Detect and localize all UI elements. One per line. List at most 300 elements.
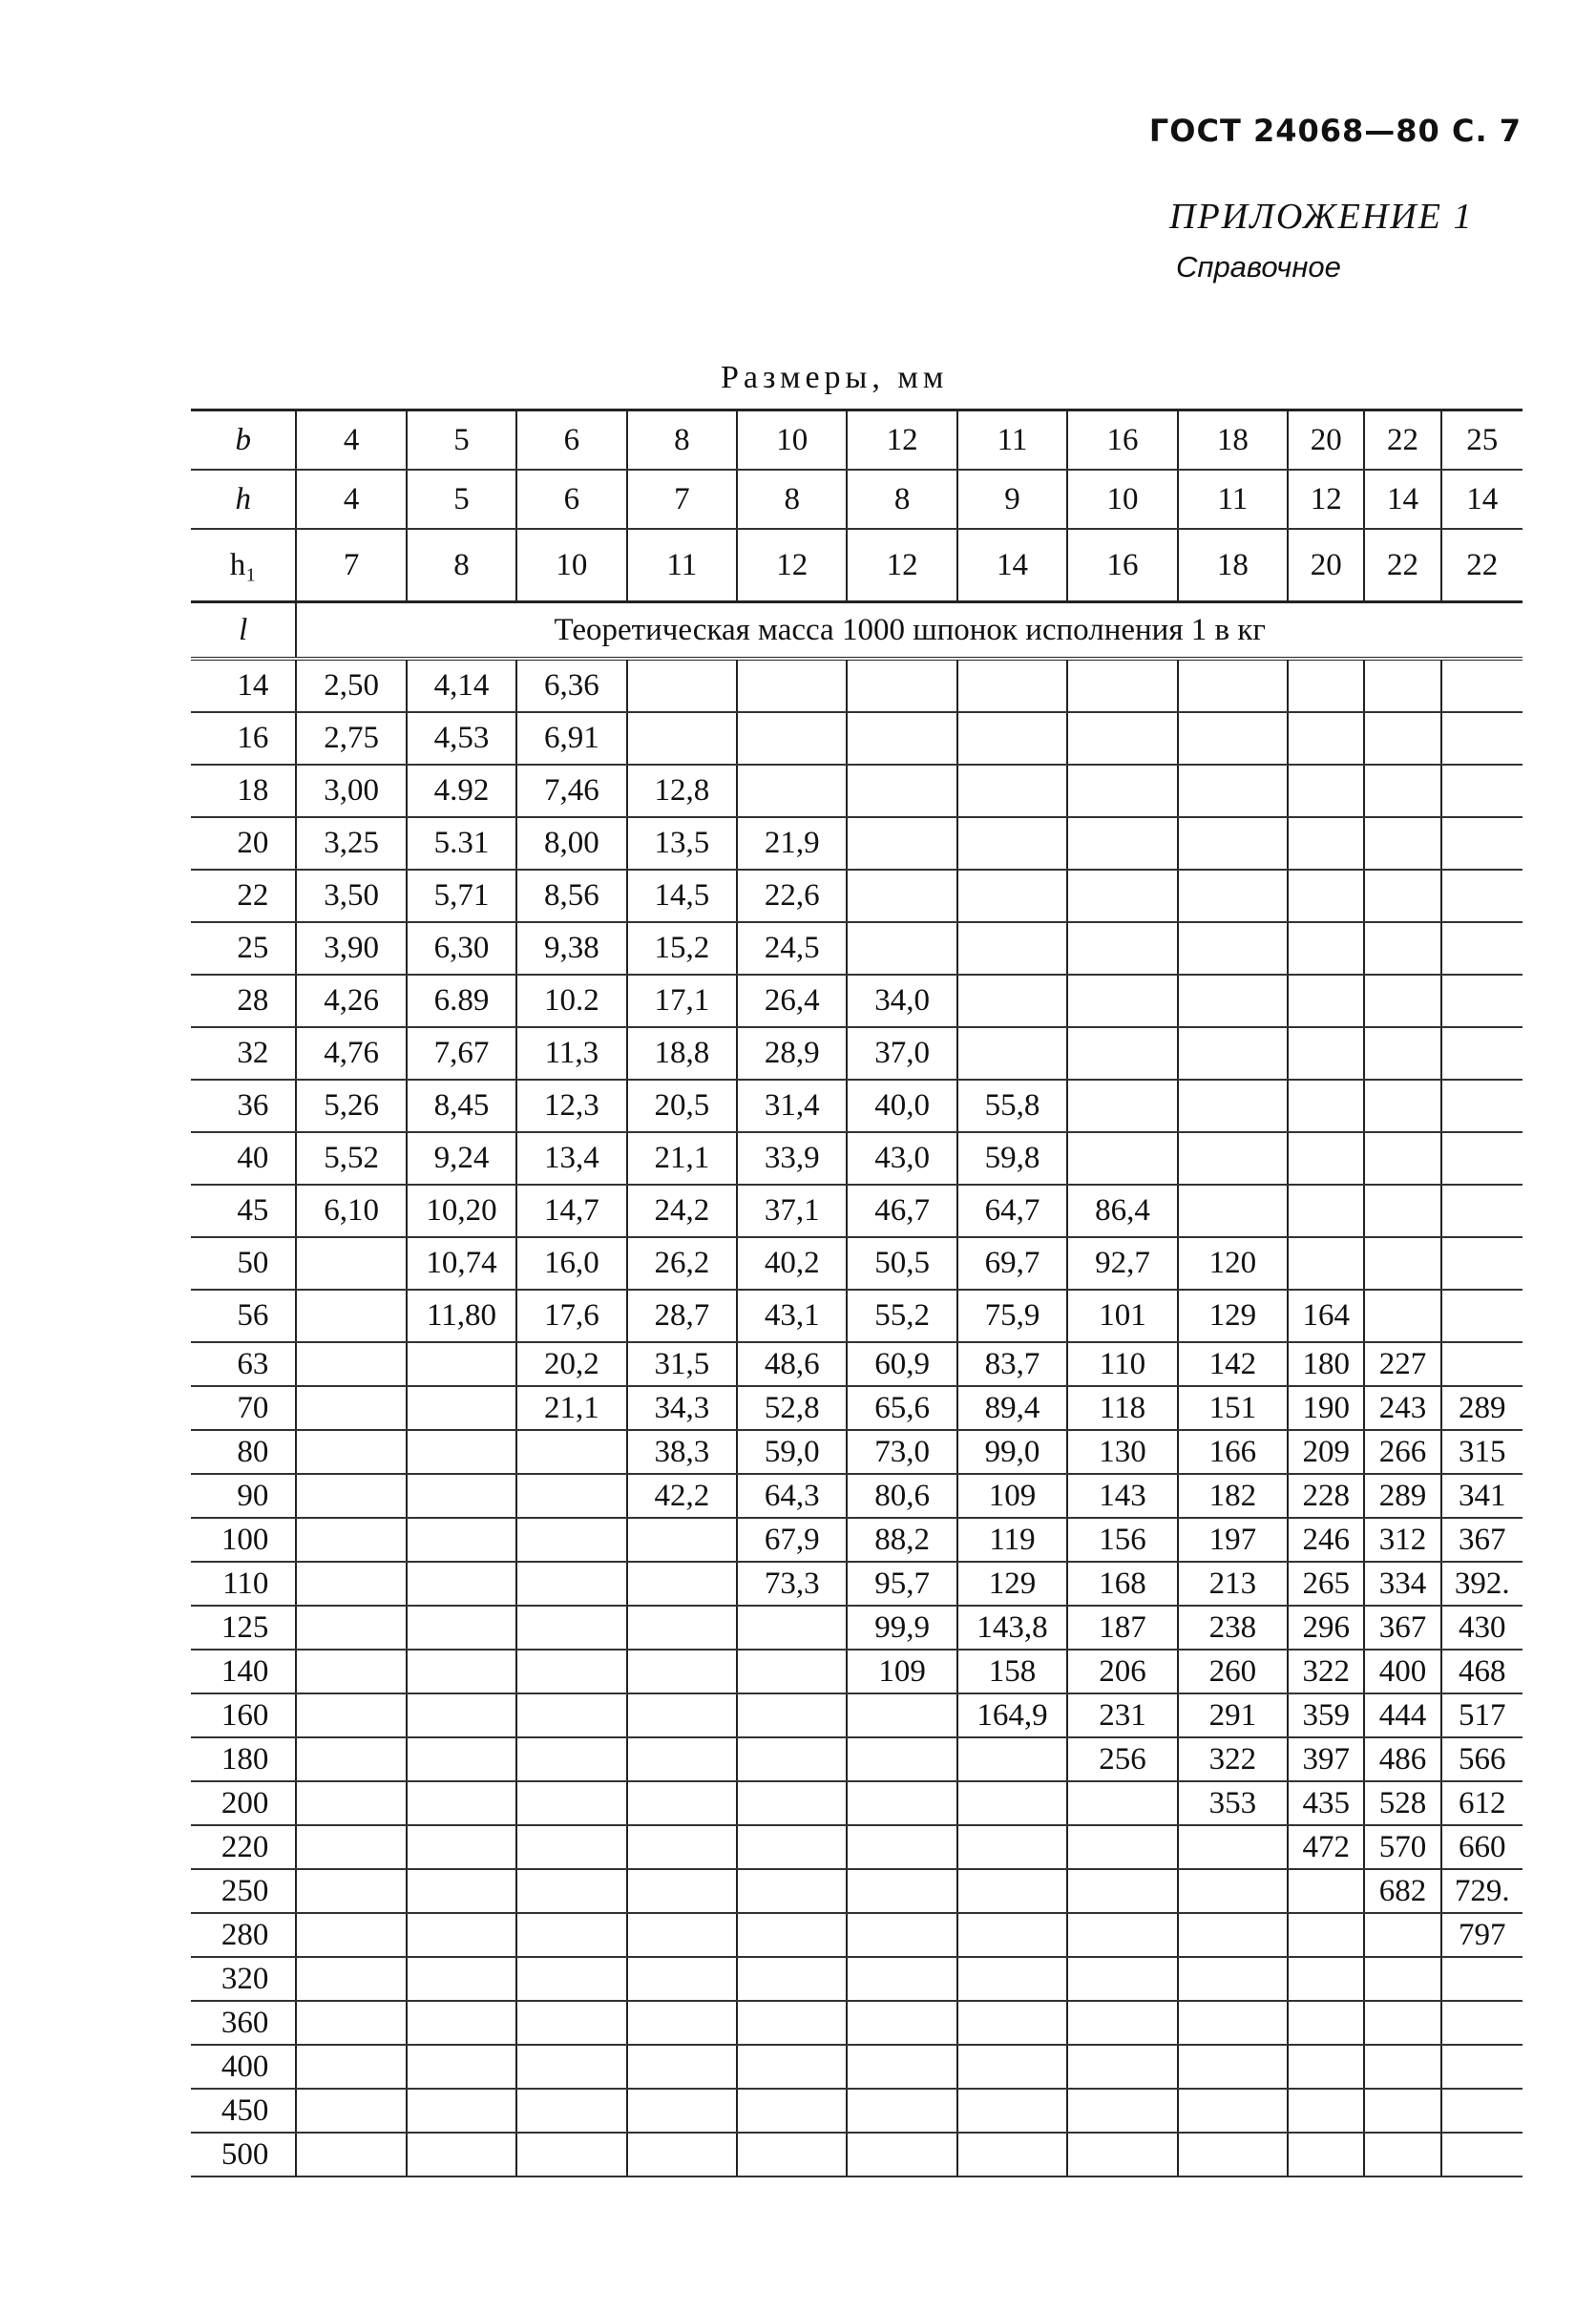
mass-value [847, 765, 956, 817]
table-row [191, 2133, 1522, 2176]
mass-value: 444 [1364, 1693, 1440, 1737]
mass-value: 46,7 [847, 1185, 956, 1237]
mass-value: 48,6 [737, 1342, 847, 1386]
mass-value: 17,6 [516, 1290, 626, 1342]
mass-value [1067, 2133, 1177, 2176]
mass-value [847, 1737, 956, 1781]
mass-value: 6.89 [407, 975, 516, 1027]
mass-value [516, 1606, 626, 1650]
mass-value: 11,3 [516, 1027, 626, 1080]
mass-value [847, 1781, 956, 1825]
length-value: 36 [191, 1080, 296, 1132]
mass-value [296, 1430, 406, 1474]
mass-value: 26,2 [627, 1237, 737, 1290]
mass-value [1178, 712, 1288, 765]
table-row [191, 870, 1522, 922]
mass-value [737, 712, 847, 765]
mass-value [1364, 1957, 1440, 2001]
mass-value [296, 2001, 406, 2045]
table-row [191, 1562, 1522, 1606]
mass-value [1178, 1957, 1288, 2001]
mass-value: 37,1 [737, 1185, 847, 1237]
mass-value: 14,7 [516, 1185, 626, 1237]
b-value: 8 [627, 410, 737, 471]
mass-value: 73,0 [847, 1430, 956, 1474]
mass-value [957, 765, 1067, 817]
mass-value [516, 1869, 626, 1913]
mass-value: 118 [1067, 1386, 1177, 1430]
mass-value [1288, 870, 1364, 922]
mass-value: 256 [1067, 1737, 1177, 1781]
mass-value: 89,4 [957, 1386, 1067, 1430]
mass-value [1364, 2045, 1440, 2089]
mass-value: 22,6 [737, 870, 847, 922]
mass-value: 16,0 [516, 1237, 626, 1290]
mass-value [1178, 2089, 1288, 2133]
h1-value: 16 [1067, 529, 1177, 602]
b-value: 6 [516, 410, 626, 471]
mass-value: 3,50 [296, 870, 406, 922]
b-value: 12 [847, 410, 956, 471]
mass-value [1441, 975, 1522, 1027]
mass-value [627, 1650, 737, 1693]
length-value: 16 [191, 712, 296, 765]
mass-value [516, 1518, 626, 1562]
mass-value: 10,74 [407, 1237, 516, 1290]
mass-value: 80,6 [847, 1474, 956, 1518]
mass-value: 8,56 [516, 870, 626, 922]
mass-value: 570 [1364, 1825, 1440, 1869]
mass-value [627, 1825, 737, 1869]
mass-value: 12,3 [516, 1080, 626, 1132]
appendix-subtitle: Справочное [1176, 250, 1341, 284]
table-row [191, 1825, 1522, 1869]
mass-value [1441, 1132, 1522, 1185]
mass-value [957, 870, 1067, 922]
mass-value [627, 1913, 737, 1957]
mass-value: 55,2 [847, 1290, 956, 1342]
mass-value [407, 1474, 516, 1518]
mass-value [1067, 2089, 1177, 2133]
length-value: 90 [191, 1474, 296, 1518]
mass-value: 400 [1364, 1650, 1440, 1693]
mass-value [1364, 1132, 1440, 1185]
mass-value [1067, 659, 1177, 712]
mass-value [1288, 2133, 1364, 2176]
mass-value: 143,8 [957, 1606, 1067, 1650]
mass-value: 7,67 [407, 1027, 516, 1080]
mass-value [1288, 2045, 1364, 2089]
mass-value [407, 1606, 516, 1650]
mass-value [1288, 2089, 1364, 2133]
h-value: 8 [847, 470, 956, 529]
mass-value [737, 1693, 847, 1737]
h1-value: 10 [516, 529, 626, 602]
table-row [191, 765, 1522, 817]
mass-value [1364, 712, 1440, 765]
mass-value: 60,9 [847, 1342, 956, 1386]
mass-value [1441, 2001, 1522, 2045]
mass-value: 243 [1364, 1386, 1440, 1430]
mass-caption: Теоретическая масса 1000 шпонок исполнения 1 в кг [296, 602, 1522, 660]
mass-value [296, 1825, 406, 1869]
mass-value: 73,3 [737, 1562, 847, 1606]
mass-value [957, 2133, 1067, 2176]
mass-value: 612 [1441, 1781, 1522, 1825]
mass-value [1178, 2001, 1288, 2045]
mass-value: 227 [1364, 1342, 1440, 1386]
mass-value: 8,45 [407, 1080, 516, 1132]
mass-value [847, 1913, 956, 1957]
mass-value [296, 1386, 406, 1430]
header-label-h1: h₁ [191, 529, 296, 602]
mass-value: 5,26 [296, 1080, 406, 1132]
mass-value [1178, 765, 1288, 817]
mass-value: 164,9 [957, 1693, 1067, 1737]
h-value: 5 [407, 470, 516, 529]
mass-value [516, 1650, 626, 1693]
mass-value [407, 1650, 516, 1693]
mass-value [627, 2089, 737, 2133]
mass-value: 6,10 [296, 1185, 406, 1237]
mass-value: 392. [1441, 1562, 1522, 1606]
mass-value [407, 2045, 516, 2089]
mass-value: 120 [1178, 1237, 1288, 1290]
mass-value: 367 [1441, 1518, 1522, 1562]
table-row [191, 2045, 1522, 2089]
mass-value [1178, 817, 1288, 870]
mass-value: 9,38 [516, 922, 626, 975]
mass-value: 4,14 [407, 659, 516, 712]
mass-value: 110 [1067, 1342, 1177, 1386]
mass-value [627, 2001, 737, 2045]
mass-value [1288, 922, 1364, 975]
mass-value: 17,1 [627, 975, 737, 1027]
mass-value [1178, 922, 1288, 975]
mass-value: 9,24 [407, 1132, 516, 1185]
table-row [191, 975, 1522, 1027]
mass-value: 430 [1441, 1606, 1522, 1650]
mass-value [1178, 1913, 1288, 1957]
mass-value [1364, 1237, 1440, 1290]
length-value: 20 [191, 817, 296, 870]
b-value: 5 [407, 410, 516, 471]
mass-value [1178, 1185, 1288, 1237]
mass-value [296, 1518, 406, 1562]
mass-value: 24,5 [737, 922, 847, 975]
mass-value [1067, 870, 1177, 922]
mass-value: 729. [1441, 1869, 1522, 1913]
h1-value: 8 [407, 529, 516, 602]
mass-value: 31,5 [627, 1342, 737, 1386]
mass-value [1441, 922, 1522, 975]
table-row [191, 1080, 1522, 1132]
mass-value [1441, 1957, 1522, 2001]
mass-value [847, 922, 956, 975]
mass-value: 13,5 [627, 817, 737, 870]
mass-value: 182 [1178, 1474, 1288, 1518]
length-value: 360 [191, 2001, 296, 2045]
mass-value [1178, 1869, 1288, 1913]
mass-value [1178, 659, 1288, 712]
mass-value: 99,0 [957, 1430, 1067, 1474]
mass-value: 65,6 [847, 1386, 956, 1430]
mass-value: 55,8 [957, 1080, 1067, 1132]
mass-value [1178, 870, 1288, 922]
mass-value [1288, 1080, 1364, 1132]
mass-value: 4,26 [296, 975, 406, 1027]
mass-value: 15,2 [627, 922, 737, 975]
mass-value [737, 1781, 847, 1825]
mass-value: 31,4 [737, 1080, 847, 1132]
h-value: 7 [627, 470, 737, 529]
table-row [191, 1737, 1522, 1781]
mass-value [627, 712, 737, 765]
mass-value [516, 1430, 626, 1474]
mass-value [296, 1237, 406, 1290]
mass-value [296, 1562, 406, 1606]
mass-value [1067, 1825, 1177, 1869]
mass-value: 40,2 [737, 1237, 847, 1290]
table-row [191, 1185, 1522, 1237]
dimensions-table-wrap [191, 409, 1522, 2177]
mass-value [1364, 1080, 1440, 1132]
mass-value [407, 1562, 516, 1606]
mass-value: 26,4 [737, 975, 847, 1027]
mass-value: 164 [1288, 1290, 1364, 1342]
mass-value: 187 [1067, 1606, 1177, 1650]
length-value: 32 [191, 1027, 296, 1080]
mass-value [737, 1869, 847, 1913]
mass-value [516, 2045, 626, 2089]
header-label-l: l [191, 602, 296, 660]
mass-value: 67,9 [737, 1518, 847, 1562]
h-value: 6 [516, 470, 626, 529]
table-row [191, 1693, 1522, 1737]
mass-value [516, 1693, 626, 1737]
length-value: 56 [191, 1290, 296, 1342]
mass-value [1288, 1185, 1364, 1237]
mass-value: 213 [1178, 1562, 1288, 1606]
length-value: 320 [191, 1957, 296, 2001]
mass-value: 20,5 [627, 1080, 737, 1132]
mass-value [407, 1825, 516, 1869]
mass-value: 10,20 [407, 1185, 516, 1237]
mass-value [957, 2089, 1067, 2133]
mass-value: 75,9 [957, 1290, 1067, 1342]
mass-value [407, 1342, 516, 1386]
h1-value: 22 [1364, 529, 1440, 602]
mass-value [1067, 1080, 1177, 1132]
mass-value [1067, 975, 1177, 1027]
mass-value [296, 1342, 406, 1386]
length-value: 45 [191, 1185, 296, 1237]
mass-value [1364, 2089, 1440, 2133]
mass-value [1288, 1913, 1364, 1957]
mass-value [1441, 765, 1522, 817]
mass-value [957, 1869, 1067, 1913]
mass-value [737, 659, 847, 712]
mass-value [1067, 2001, 1177, 2045]
mass-value: 38,3 [627, 1430, 737, 1474]
mass-value: 7,46 [516, 765, 626, 817]
mass-value [1364, 2001, 1440, 2045]
length-value: 200 [191, 1781, 296, 1825]
h1-value: 22 [1441, 529, 1522, 602]
length-value: 140 [191, 1650, 296, 1693]
dimensions-table [191, 409, 1522, 2177]
mass-value [957, 922, 1067, 975]
mass-value [627, 1693, 737, 1737]
mass-value [737, 2045, 847, 2089]
mass-value [296, 1781, 406, 1825]
mass-value [407, 1869, 516, 1913]
mass-value: 43,1 [737, 1290, 847, 1342]
mass-value: 2,50 [296, 659, 406, 712]
mass-value [296, 1606, 406, 1650]
mass-value: 266 [1364, 1430, 1440, 1474]
mass-value [1067, 1781, 1177, 1825]
mass-value: 21,9 [737, 817, 847, 870]
length-value: 18 [191, 765, 296, 817]
mass-value [847, 1957, 956, 2001]
mass-value [1067, 1027, 1177, 1080]
mass-value: 151 [1178, 1386, 1288, 1430]
b-value: 16 [1067, 410, 1177, 471]
mass-value: 156 [1067, 1518, 1177, 1562]
mass-value [957, 659, 1067, 712]
mass-value: 312 [1364, 1518, 1440, 1562]
mass-value [1288, 1237, 1364, 1290]
mass-value [1364, 817, 1440, 870]
length-value: 25 [191, 922, 296, 975]
mass-value [737, 1606, 847, 1650]
mass-value [516, 2089, 626, 2133]
length-value: 400 [191, 2045, 296, 2089]
length-value: 220 [191, 1825, 296, 1869]
mass-value [627, 2045, 737, 2089]
mass-value: 289 [1441, 1386, 1522, 1430]
table-row [191, 1957, 1522, 2001]
mass-value: 18,8 [627, 1027, 737, 1080]
length-value: 110 [191, 1562, 296, 1606]
mass-value: 64,7 [957, 1185, 1067, 1237]
h-value: 8 [737, 470, 847, 529]
mass-value [296, 1290, 406, 1342]
table-row [191, 922, 1522, 975]
mass-value: 5,71 [407, 870, 516, 922]
mass-value: 24,2 [627, 1185, 737, 1237]
table-row [191, 1518, 1522, 1562]
mass-value [957, 1027, 1067, 1080]
mass-value [296, 2089, 406, 2133]
mass-value [1067, 1957, 1177, 2001]
mass-value [1441, 1027, 1522, 1080]
mass-value [627, 1869, 737, 1913]
mass-value [407, 1430, 516, 1474]
mass-value: 34,0 [847, 975, 956, 1027]
table-row [191, 659, 1522, 712]
mass-value [1441, 1342, 1522, 1386]
mass-value: 517 [1441, 1693, 1522, 1737]
b-value: 18 [1178, 410, 1288, 471]
mass-value [516, 1781, 626, 1825]
b-value: 11 [957, 410, 1067, 471]
mass-value [407, 1957, 516, 2001]
length-value: 50 [191, 1237, 296, 1290]
mass-value: 109 [957, 1474, 1067, 1518]
h-value: 14 [1441, 470, 1522, 529]
mass-value [737, 2089, 847, 2133]
mass-value: 660 [1441, 1825, 1522, 1869]
mass-value: 52,8 [737, 1386, 847, 1430]
mass-value: 50,5 [847, 1237, 956, 1290]
length-value: 180 [191, 1737, 296, 1781]
mass-value [1441, 712, 1522, 765]
mass-value [407, 2089, 516, 2133]
table-row [191, 712, 1522, 765]
mass-value: 40,0 [847, 1080, 956, 1132]
mass-value: 109 [847, 1650, 956, 1693]
mass-value [1364, 870, 1440, 922]
row-h [191, 470, 1522, 529]
mass-value: 88,2 [847, 1518, 956, 1562]
mass-value [1288, 765, 1364, 817]
mass-value: 209 [1288, 1430, 1364, 1474]
h-value: 11 [1178, 470, 1288, 529]
mass-value: 4.92 [407, 765, 516, 817]
mass-value: 472 [1288, 1825, 1364, 1869]
mass-value [1288, 659, 1364, 712]
mass-value [1288, 2001, 1364, 2045]
mass-value: 5,52 [296, 1132, 406, 1185]
row-h1 [191, 529, 1522, 602]
mass-value [1288, 1027, 1364, 1080]
length-value: 80 [191, 1430, 296, 1474]
length-value: 70 [191, 1386, 296, 1430]
mass-value: 197 [1178, 1518, 1288, 1562]
mass-value: 566 [1441, 1737, 1522, 1781]
mass-value: 528 [1364, 1781, 1440, 1825]
mass-value [847, 1869, 956, 1913]
mass-value [957, 1957, 1067, 2001]
mass-value [847, 2089, 956, 2133]
mass-value [1441, 2133, 1522, 2176]
mass-value [407, 1693, 516, 1737]
mass-value: 166 [1178, 1430, 1288, 1474]
mass-value: 8,00 [516, 817, 626, 870]
mass-value [516, 1562, 626, 1606]
length-value: 63 [191, 1342, 296, 1386]
mass-value: 289 [1364, 1474, 1440, 1518]
mass-value [737, 2001, 847, 2045]
mass-value: 322 [1288, 1650, 1364, 1693]
length-value: 40 [191, 1132, 296, 1185]
length-value: 450 [191, 2089, 296, 2133]
mass-value [407, 1386, 516, 1430]
mass-value [1288, 1957, 1364, 2001]
mass-value: 797 [1441, 1913, 1522, 1957]
mass-value: 4,53 [407, 712, 516, 765]
mass-value: 12,8 [627, 765, 737, 817]
mass-value [1288, 1869, 1364, 1913]
mass-value [1441, 817, 1522, 870]
mass-value [627, 1518, 737, 1562]
mass-value: 435 [1288, 1781, 1364, 1825]
h-value: 4 [296, 470, 406, 529]
mass-value [1067, 765, 1177, 817]
mass-value [1288, 975, 1364, 1027]
